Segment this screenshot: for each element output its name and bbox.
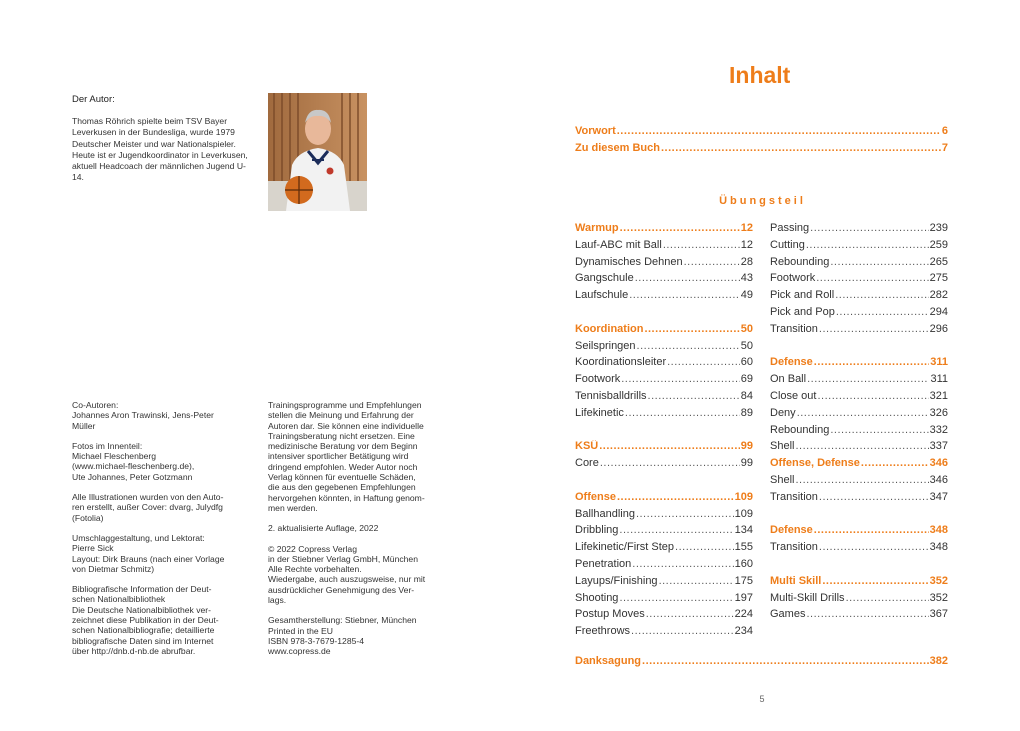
toc-entry-label: Laufschule <box>575 289 629 302</box>
toc-leader-dots <box>675 541 734 553</box>
toc-entry[interactable] <box>575 608 753 625</box>
toc-entry-page: 337 <box>929 440 948 453</box>
toc-leader-dots <box>795 474 928 486</box>
disclaimer-text: Trainingsprogramme und Empfehlungen stellen die Meinung und Erfahrung der Autoren dar. Sie können eine individuelle Trainingsberatung nicht ersetzen. Eine medizinische Beratung vor dem Beginn intensiver sportlicher Betätigung wird dringend empfohlen. Weder Autor noch Verlag können für eventuelle Schäden, die aus den gegebenen Empfehlungen hervorgehen könnten, in Haftung genom- men werden. <box>268 400 425 513</box>
toc-leader-dots <box>819 541 929 553</box>
toc-entry[interactable] <box>575 457 753 474</box>
toc-entry-label: Deny <box>770 406 796 419</box>
toc-entry[interactable] <box>575 558 753 575</box>
toc-leader-dots <box>810 222 929 234</box>
toc-entry-page: 294 <box>929 306 948 318</box>
toc-entry-label: Pick and Pop <box>770 306 835 318</box>
toc-entry-page: 109 <box>734 490 753 503</box>
toc-entry-label: Passing <box>770 222 810 234</box>
toc-entry-label: Penetration <box>575 558 632 570</box>
toc-entry-label: Layups/Finishing <box>575 574 658 587</box>
toc-entry-label: Rebounding <box>770 423 830 436</box>
toc-entry-label: Close out <box>770 390 817 402</box>
toc-entry-label: Dribbling <box>575 524 619 537</box>
toc-entry-page: 367 <box>929 608 948 621</box>
toc-entry-page: 259 <box>929 238 948 251</box>
toc-entry[interactable] <box>770 407 948 424</box>
toc-leader-dots <box>599 440 740 452</box>
toc-entry[interactable] <box>770 440 948 457</box>
toc-leader-dots <box>806 239 929 251</box>
toc-entry-page: 282 <box>929 289 948 302</box>
toc-entry-page: 197 <box>734 591 753 604</box>
toc-leader-dots <box>816 272 928 284</box>
toc-entry[interactable] <box>770 222 948 239</box>
toc-entry-danksagung[interactable]: Danksagung ..... 382 <box>575 655 948 672</box>
toc-entry-page: 311 <box>930 373 948 386</box>
edition-text: 2. aktualisierte Auflage, 2022 <box>268 523 379 534</box>
author-photo <box>268 93 367 211</box>
toc-entry-label: Shell <box>770 474 795 486</box>
toc-section-entry[interactable] <box>770 457 948 474</box>
toc-entry-page: 239 <box>929 222 948 234</box>
toc-leader-dots <box>807 373 929 385</box>
toc-entry-page: 296 <box>929 322 948 335</box>
toc-leader-dots <box>637 340 740 352</box>
toc-entry[interactable] <box>770 239 948 256</box>
toc-entry[interactable] <box>575 340 753 357</box>
toc-entry-page: 155 <box>734 541 753 554</box>
toc-entry-label: Transition <box>770 541 818 554</box>
toc-section-entry[interactable] <box>770 575 948 592</box>
toc-entry-page: 346 <box>929 474 948 486</box>
toc-entry[interactable] <box>770 306 948 323</box>
toc-section-entry[interactable] <box>575 440 753 457</box>
toc-entry-page: 160 <box>734 558 753 570</box>
toc-leader-dots <box>636 508 734 520</box>
toc-entry[interactable] <box>575 373 753 390</box>
toc-leader-dots <box>646 608 734 620</box>
toc-entry-label: KSÜ <box>575 440 599 453</box>
toc-entry-label: On Ball <box>770 373 807 386</box>
toc-leader-dots <box>817 390 928 402</box>
toc-entry-page: 311 <box>930 356 948 369</box>
toc-entry-zu-diesem-buch[interactable]: Zu diesem Buch ..... 7 <box>575 142 948 159</box>
toc-leader-dots <box>684 256 740 268</box>
toc-leader-dots <box>632 558 733 570</box>
toc-entry[interactable] <box>575 625 753 642</box>
toc-entry[interactable] <box>575 541 753 558</box>
toc-section-entry[interactable] <box>575 222 753 239</box>
toc-entry-page: 89 <box>740 406 753 419</box>
toc-title: Inhalt <box>729 62 791 88</box>
toc-section-entry[interactable] <box>770 524 948 541</box>
toc-entry-page: 348 <box>929 541 948 554</box>
toc-entry-page: 326 <box>929 406 948 419</box>
imprint-left-column <box>72 400 260 656</box>
toc-entry-label: Shooting <box>575 591 619 604</box>
toc-entry[interactable] <box>575 256 753 273</box>
toc-entry-label: Freethrows <box>575 625 631 638</box>
imprint-right-column <box>268 400 453 657</box>
toc-leader-dots <box>617 491 734 503</box>
toc-entry[interactable] <box>770 474 948 491</box>
toc-entry-label: Seilspringen <box>575 339 636 352</box>
toc-entry-page: 348 <box>929 524 948 537</box>
toc-leader-dots <box>806 608 928 620</box>
toc-section-entry[interactable] <box>575 323 753 340</box>
toc-entry-label: Lifekinetic <box>575 406 624 419</box>
toc-entry-label: Defense <box>770 524 813 537</box>
toc-entry[interactable] <box>770 424 948 441</box>
toc-entry-label: Shell <box>770 440 795 453</box>
toc-entry-label: Dynamisches Dehnen <box>575 255 683 268</box>
bibliographic-info-text: Bibliografische Information der Deut- schen Nationalbibliothek Die Deutsche Nationalbibliothek ver- zeichnet diese Publikation in der Deut- schen Nationalbibliografie; detaillierte bibliografische Daten sind im Internet über http://dnb.d-nb.de abrufbar. <box>72 584 219 656</box>
toc-entry-page: 49 <box>740 289 753 302</box>
toc-entry[interactable] <box>575 239 753 256</box>
toc-entry[interactable] <box>770 272 948 289</box>
toc-entry-label: Koordination <box>575 322 644 335</box>
toc-leader-dots <box>659 575 734 587</box>
toc-leader-dots <box>629 289 740 301</box>
toc-entry-label: Tennisballdrills <box>575 390 647 402</box>
toc-leader-dots <box>619 524 733 536</box>
toc-entry-page: 352 <box>929 591 948 604</box>
toc-entry-label: Cutting <box>770 238 805 251</box>
toc-entry-page: 28 <box>740 255 753 268</box>
toc-leader-dots <box>621 373 740 385</box>
toc-leader-dots <box>819 491 929 503</box>
toc-entry-page: 347 <box>929 490 948 503</box>
toc-entry-label: Offense <box>575 490 616 503</box>
toc-leader-dots <box>836 306 929 318</box>
toc-entry-label: Warmup <box>575 222 619 234</box>
toc-entry-vorwort[interactable]: Vorwort ..... 6 <box>575 125 948 142</box>
toc-leader-dots <box>822 575 928 587</box>
toc-entry-label: Multi-Skill Drills <box>770 591 845 604</box>
toc-entry[interactable] <box>770 608 948 625</box>
toc-entry-label: Transition <box>770 322 818 335</box>
toc-leader-dots <box>846 592 929 604</box>
toc-leader-dots <box>635 272 740 284</box>
toc-entry[interactable] <box>575 289 753 306</box>
toc-entry-label: Lifekinetic/First Step <box>575 541 675 554</box>
toc-entry-page: 12 <box>740 238 753 251</box>
toc-entry-page: 50 <box>740 322 753 335</box>
toc-entry-page: 109 <box>734 507 753 520</box>
toc-entry-page: 275 <box>929 272 948 285</box>
toc-leader-dots <box>819 323 929 335</box>
toc-entry[interactable] <box>770 256 948 273</box>
toc-entry-page: 99 <box>740 457 753 470</box>
toc-entry[interactable] <box>575 407 753 424</box>
toc-leader-dots <box>631 625 734 637</box>
toc-entry[interactable] <box>770 592 948 609</box>
toc-entry-page: 84 <box>740 390 753 402</box>
toc-entry-page: 321 <box>929 390 948 402</box>
toc-entry-page: 12 <box>740 222 753 234</box>
toc-leader-dots <box>830 424 928 436</box>
toc-entry-label: Koordinationsleiter <box>575 356 667 369</box>
toc-entry[interactable] <box>575 272 753 289</box>
toc-entry-label: Transition <box>770 490 818 503</box>
toc-leader-dots <box>814 524 929 536</box>
toc-entry[interactable] <box>575 592 753 609</box>
toc-entry-page: 43 <box>740 272 753 285</box>
toc-entry[interactable] <box>770 390 948 407</box>
toc-entry-page: 332 <box>929 423 948 436</box>
toc-leader-dots <box>861 457 929 469</box>
copyright-text: © 2022 Copress Verlag in der Stiebner Verlag GmbH, München Alle Rechte vorbehalten. Wiedergabe, auch auszugsweise, nur mit ausdrücklicher Genehmigung des Ver- lags. <box>268 543 426 606</box>
coauthors-text: Co-Autoren: Johannes Aron Trawinski, Jens-Peter Müller <box>72 400 214 431</box>
toc-entry-label: Gangschule <box>575 272 634 285</box>
toc-entry-page: 234 <box>734 625 753 638</box>
toc-entry-page: 99 <box>740 440 753 453</box>
photo-credits-text: Fotos im Innenteil: Michael Fleschenberg (www.michael-fleschenberg.de), Ute Johannes, Peter Gotzmann <box>72 440 195 482</box>
toc-leader-dots <box>814 356 929 368</box>
toc-entry[interactable] <box>575 356 753 373</box>
toc-leader-dots <box>797 407 929 419</box>
toc-entry-label: Footwork <box>575 373 621 386</box>
toc-leader-dots <box>667 356 740 368</box>
toc-entry[interactable] <box>770 373 948 390</box>
toc-leader-dots <box>644 323 739 335</box>
toc-entry[interactable] <box>575 508 753 525</box>
toc-entry-label: Games <box>770 608 806 621</box>
toc-entry-label: Footwork <box>770 272 816 285</box>
toc-entry-page: 352 <box>929 574 948 587</box>
toc-entry[interactable] <box>575 575 753 592</box>
toc-entry-page: 69 <box>740 373 753 386</box>
toc-entry[interactable] <box>770 289 948 306</box>
illustration-credits-text: Alle Illustrationen wurden von den Auto- ren erstellt, außer Cover: dvarg, Julydfg (Fotolia) <box>72 492 224 523</box>
toc-leader-dots <box>830 256 928 268</box>
toc-entry-label: Pick and Roll <box>770 289 835 302</box>
toc-entry-page: 50 <box>740 339 753 352</box>
toc-entry-page: 60 <box>740 356 753 369</box>
toc-entry-page: 134 <box>734 524 753 537</box>
toc-leader-dots <box>835 289 928 301</box>
toc-leader-dots <box>625 407 740 419</box>
toc-entry[interactable] <box>575 390 753 407</box>
toc-entry[interactable] <box>770 541 948 558</box>
toc-entry-label: Ballhandling <box>575 507 635 520</box>
toc-entry-label: Multi Skill <box>770 574 822 587</box>
toc-leader-dots <box>648 390 740 402</box>
toc-entry-label: Defense <box>770 356 813 369</box>
toc-section-entry[interactable] <box>770 356 948 373</box>
author-heading: Der Autor: <box>72 94 115 105</box>
section-heading-uebungsteil: Übungsteil <box>719 195 806 207</box>
toc-entry-label: Lauf-ABC mit Ball <box>575 238 662 251</box>
toc-section-entry[interactable] <box>575 491 753 508</box>
toc-entry-label: Offense, Defense <box>770 457 860 470</box>
toc-leader-dots <box>663 239 740 251</box>
toc-entry[interactable] <box>770 491 948 508</box>
toc-entry-page: 265 <box>929 255 948 268</box>
production-text: Gesamtherstellung: Stiebner, München Printed in the EU ISBN 978-3-7679-1285-4 www.copress.de <box>268 615 417 657</box>
design-credits-text: Umschlaggestaltung, und Lektorat: Pierre Sick Layout: Dirk Brauns (nach einer Vorlage von Dietmar Schmitz) <box>72 532 225 574</box>
toc-entry-page: 175 <box>734 574 753 587</box>
toc-entry-page: 346 <box>929 457 948 470</box>
toc-entry[interactable] <box>575 524 753 541</box>
toc-entry[interactable] <box>770 323 948 340</box>
toc-leader-dots <box>600 457 740 469</box>
toc-entry-label: Core <box>575 457 599 470</box>
toc-entry-label: Postup Moves <box>575 608 645 621</box>
author-bio: Thomas Röhrich spielte beim TSV Bayer Leverkusen in der Bundesliga, wurde 1979 Deutscher Meister und war Nationalspieler. Heute ist er Jugendkoordinator in Leverkusen, aktuell Headcoach der männlichen Jugend U-14. <box>72 116 248 183</box>
page-number: 5 <box>759 694 765 704</box>
toc-entry-page: 224 <box>734 608 753 621</box>
toc-entry-label: Rebounding <box>770 255 830 268</box>
toc-leader-dots <box>795 440 928 452</box>
toc-leader-dots <box>620 222 740 234</box>
toc-leader-dots <box>619 592 733 604</box>
